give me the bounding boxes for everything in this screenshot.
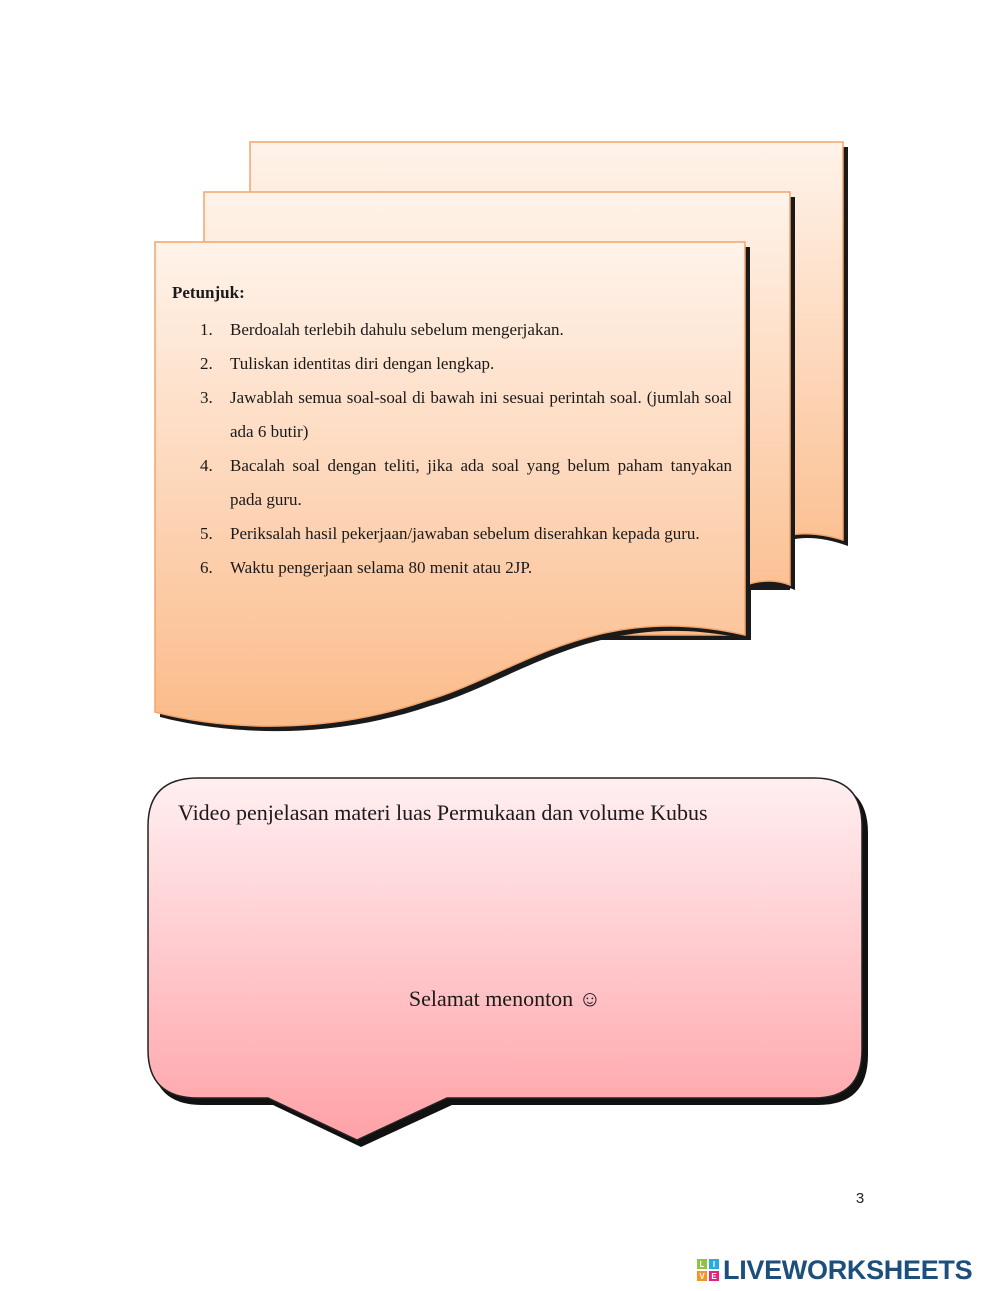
instruction-item [172, 551, 732, 585]
instruction-item [172, 449, 732, 517]
logo-letter-l: L [697, 1259, 707, 1269]
instruction-text: Tuliskan identitas diri dengan lengkap. [230, 354, 495, 373]
logo-letter-i: I [709, 1259, 719, 1269]
instruction-number: 1. [200, 320, 213, 339]
liveworksheets-brand[interactable] [697, 1254, 972, 1286]
page-number: 3 [855, 1190, 865, 1207]
instruction-text: Berdoalah terlebih dahulu sebelum mengerjakan. [230, 320, 564, 339]
instructions-list [172, 313, 732, 585]
liveworksheets-logo-icon [697, 1259, 719, 1281]
instruction-number: 2. [200, 354, 213, 373]
brand-name: LIVEWORKSHEETS [723, 1254, 973, 1285]
instruction-number: 4. [200, 456, 213, 475]
greeting-text: Selamat menonton ☺ [408, 986, 602, 1011]
instruction-number: 5. [200, 524, 213, 543]
logo-letter-e: E [709, 1271, 719, 1281]
logo-letter-v: V [697, 1271, 707, 1281]
instruction-text: Periksalah hasil pekerjaan/jawaban sebelum diserahkan kepada guru. [230, 524, 700, 543]
instruction-text: Waktu pengerjaan selama 80 menit atau 2JP. [230, 558, 533, 577]
instruction-item [172, 347, 732, 381]
video-title: Video penjelasan materi luas Permukaan dan volume Kubus [178, 800, 708, 825]
instruction-item [172, 517, 732, 551]
instructions-block [172, 283, 732, 585]
instruction-text: Bacalah soal dengan teliti, jika ada soal yang belum paham tanyakan pada guru. [230, 456, 732, 509]
instruction-text: Jawablah semua soal-soal di bawah ini sesuai perintah soal. (jumlah soal ada 6 butir) [230, 388, 732, 441]
instruction-number: 3. [200, 388, 213, 407]
instruction-item [172, 381, 732, 449]
instruction-item [172, 313, 732, 347]
video-callout-shape [148, 778, 868, 1147]
instruction-number: 6. [200, 558, 213, 577]
instructions-heading: Petunjuk: [172, 283, 245, 302]
